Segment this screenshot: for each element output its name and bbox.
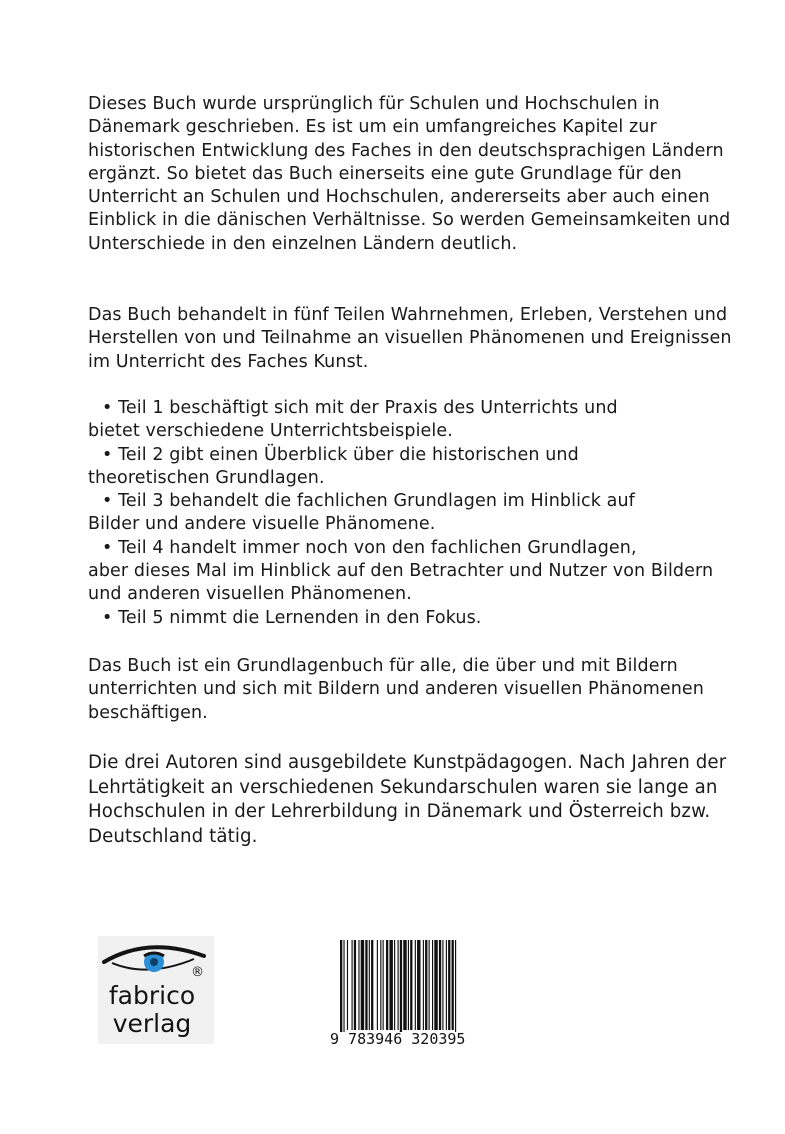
barcode-bar [423,940,424,1030]
description-paragraph-1 [88,93,748,256]
barcode-bar [439,940,441,1030]
isbn-number: 9 783946 320395 [330,1030,466,1048]
list-item-first-line: • Teil 4 handelt immer noch von den fachlichen Grundlagen, [102,537,637,558]
barcode-bar [415,940,416,1030]
barcode-bars [330,940,486,1032]
isbn-barcode [330,940,486,1052]
barcode-bar [442,940,443,1030]
barcode-bar [365,940,367,1030]
barcode-bar [452,940,454,1030]
barcode-bar [354,940,356,1030]
parts-list [88,397,748,630]
list-item-continuation: aber dieses Mal im Hinblick auf den Betrachter und Nutzer von Bildern und anderen visuellen Phänomenen. [88,561,714,605]
paragraph-text: Das Buch ist ein Grundlagenbuch für alle, die über und mit Bildern unterrichten und sich mit Bildern und anderen visuellen Phänomenen beschäftigen. [88,656,704,723]
barcode-bar [347,940,348,1030]
barcode-bar [386,940,388,1030]
barcode-bar [434,940,437,1030]
barcode-bar [446,940,447,1030]
logo-wordmark-line1: fabrico [108,981,196,1010]
registered-mark: ® [191,965,204,980]
list-item-first-line: • Teil 3 behandelt die fachlichen Grundlagen im Hinblick auf [102,491,635,512]
barcode-bar [400,940,402,1032]
list-item-first-line: • Teil 5 nimmt die Lernenden in den Fokus. [102,607,482,628]
barcode-bar [371,940,373,1030]
barcode-bar [408,940,409,1030]
barcode-bar [361,940,364,1030]
paragraph-text: Die drei Autoren sind ausgebildete Kunstpädagogen. Nach Jahren der Lehrtätigkeit an verschiedenen Sekundarschulen waren sie lange an Hochschulen in der Lehrerbildung in Dänemark und Österreich bzw. Deutschland tätig. [88,752,727,847]
list-item [88,537,748,607]
description-paragraph-3 [88,655,748,725]
barcode-bar [358,940,359,1030]
paragraph-text: Dieses Buch wurde ursprünglich für Schulen und Hochschulen in Dänemark geschrieben. Es ist um ein umfangreiches Kapitel zur historischen Entwicklung des Faches in den deutschsprachigen Ländern ergänzt. So bietet das Buch einerseits eine gute Grundlage für den Unterricht an Schulen und Hochschulen, andererseits aber auch einen Einblick in die dänischen Verhältnisse. So werden Gemeinsamkeiten und Unterschiede in den einzelnen Ländern deutlich. [88,94,731,254]
barcode-bar [340,940,342,1032]
barcode-bar [383,940,384,1030]
list-item-continuation: bietet verschiedene Unterrichtsbeispiele. [88,421,453,442]
barcode-bar [389,940,392,1030]
list-item-first-line: • Teil 1 beschäftigt sich mit der Praxis des Unterrichts und [102,398,618,418]
publisher-logo [98,936,214,1044]
barcode-bar [377,940,378,1030]
barcode-bar [403,940,406,1030]
barcode-bar [380,940,381,1030]
list-item [88,397,748,444]
list-item-continuation: Bilder und andere visuelle Phänomene. [88,514,436,535]
barcode-bar [417,940,420,1030]
barcode-bar [455,940,456,1032]
paragraph-text: Das Buch behandelt in fünf Teilen Wahrnehmen, Erleben, Verstehen und Herstellen von und Teilnahme an visuellen Phänomenen und Ereignissen im Unterricht des Faches Kunst. [88,305,732,372]
list-item [88,490,748,537]
list-item-continuation: theoretischen Grundlagen. [88,467,325,488]
description-paragraph-2 [88,304,748,374]
barcode-bar [410,940,412,1030]
barcode-bar [369,940,370,1030]
barcode-bar [425,940,427,1030]
barcode-bar [398,940,399,1030]
barcode-bar [343,940,344,1032]
barcode-bar [352,940,353,1030]
barcode-bar [429,940,430,1030]
list-item-first-line: • Teil 2 gibt einen Überblick über die historischen und [102,444,579,465]
list-item [88,607,748,630]
authors-paragraph [88,751,748,849]
barcode-bar [448,940,450,1030]
barcode-bar [394,940,395,1030]
logo-wordmark-line2: verlag [112,1009,192,1038]
barcode-bar [432,940,433,1030]
list-item [88,444,748,491]
